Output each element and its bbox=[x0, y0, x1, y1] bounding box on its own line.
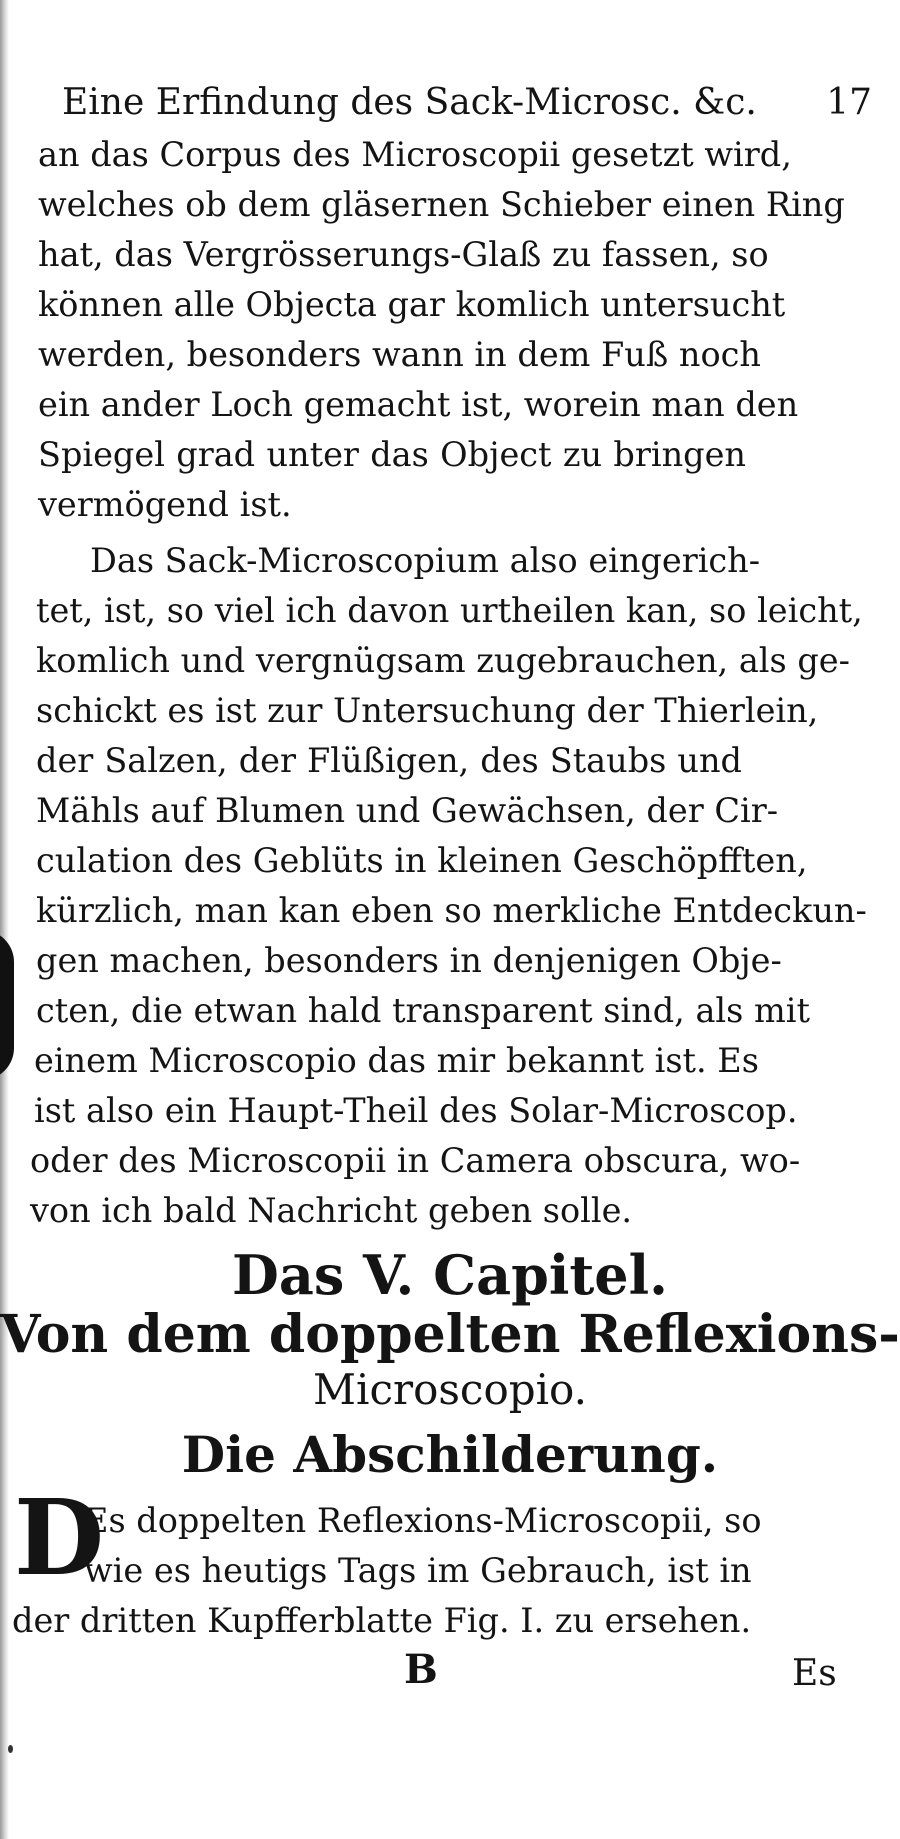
text-line: welches ob dem gläsernen Schieber einen Ring bbox=[38, 185, 845, 224]
binding-shadow bbox=[0, 0, 9, 1839]
text-line: Spiegel grad unter das Object zu bringen bbox=[38, 435, 746, 474]
text-line: hat, das Vergrösserungs-Glaß zu fassen, so bbox=[38, 235, 769, 274]
text-line: werden, besonders wann in dem Fuß noch bbox=[38, 335, 761, 374]
text-line: komlich und vergnügsam zugebrauchen, als ge- bbox=[36, 641, 850, 680]
text-line: cten, die etwan hald transparent sind, als mit bbox=[36, 991, 810, 1030]
text-line: ein ander Loch gemacht ist, worein man den bbox=[38, 385, 799, 424]
text-line: von ich bald Nachricht geben solle. bbox=[30, 1191, 633, 1230]
text-line: culation des Geblüts in kleinen Geschöpfften, bbox=[36, 841, 808, 880]
ink-speck bbox=[8, 1745, 13, 1753]
text-line: tet, ist, so viel ich davon urtheilen kan, so leicht, bbox=[36, 591, 863, 630]
signature-mark: B bbox=[404, 1646, 438, 1693]
section-subheading: Die Abschilderung. bbox=[181, 1425, 719, 1484]
text-line: Das Sack-Microscopium also eingerich- bbox=[90, 541, 761, 580]
text-line: an das Corpus des Microscopii gesetzt wird, bbox=[38, 135, 792, 174]
text-line: kürzlich, man kan eben so merkliche Entdeckun- bbox=[36, 891, 867, 930]
text-line: gen machen, besonders in denjenigen Obje- bbox=[36, 941, 782, 980]
text-line: schickt es ist zur Untersuchung der Thierlein, bbox=[36, 691, 819, 730]
catchword: Es bbox=[792, 1653, 837, 1694]
text-line: können alle Objecta gar komlich untersucht bbox=[38, 285, 786, 324]
text-line: der dritten Kupfferblatte Fig. I. zu ersehen. bbox=[12, 1601, 752, 1640]
text-line: Mähls auf Blumen und Gewächsen, der Cir- bbox=[36, 791, 779, 830]
text-line: einem Microscopio das mir bekannt ist. Es bbox=[34, 1041, 759, 1080]
page-edge-mark bbox=[0, 930, 14, 1080]
chapter-title-line2: Microscopio. bbox=[313, 1365, 587, 1414]
text-line: der Salzen, der Flüßigen, des Staubs und bbox=[36, 741, 742, 780]
text-line: vermögend ist. bbox=[38, 485, 292, 524]
text-line: oder des Microscopii in Camera obscura, wo- bbox=[30, 1141, 801, 1180]
page-number: 17 bbox=[826, 82, 872, 123]
text-line: ist also ein Haupt-Theil des Solar-Microscop. bbox=[34, 1091, 798, 1130]
text-line: Es doppelten Reflexions-Microscopii, so bbox=[84, 1501, 762, 1540]
text-line: wie es heutigs Tags im Gebrauch, ist in bbox=[84, 1551, 752, 1590]
running-title: Eine Erfindung des Sack-Microsc. &c. bbox=[62, 82, 757, 123]
chapter-title-line1: Von dem doppelten Reflexions- bbox=[0, 1304, 900, 1365]
chapter-heading: Das V. Capitel. bbox=[232, 1243, 668, 1307]
drop-cap: D bbox=[14, 1476, 105, 1599]
page-header bbox=[62, 78, 872, 128]
